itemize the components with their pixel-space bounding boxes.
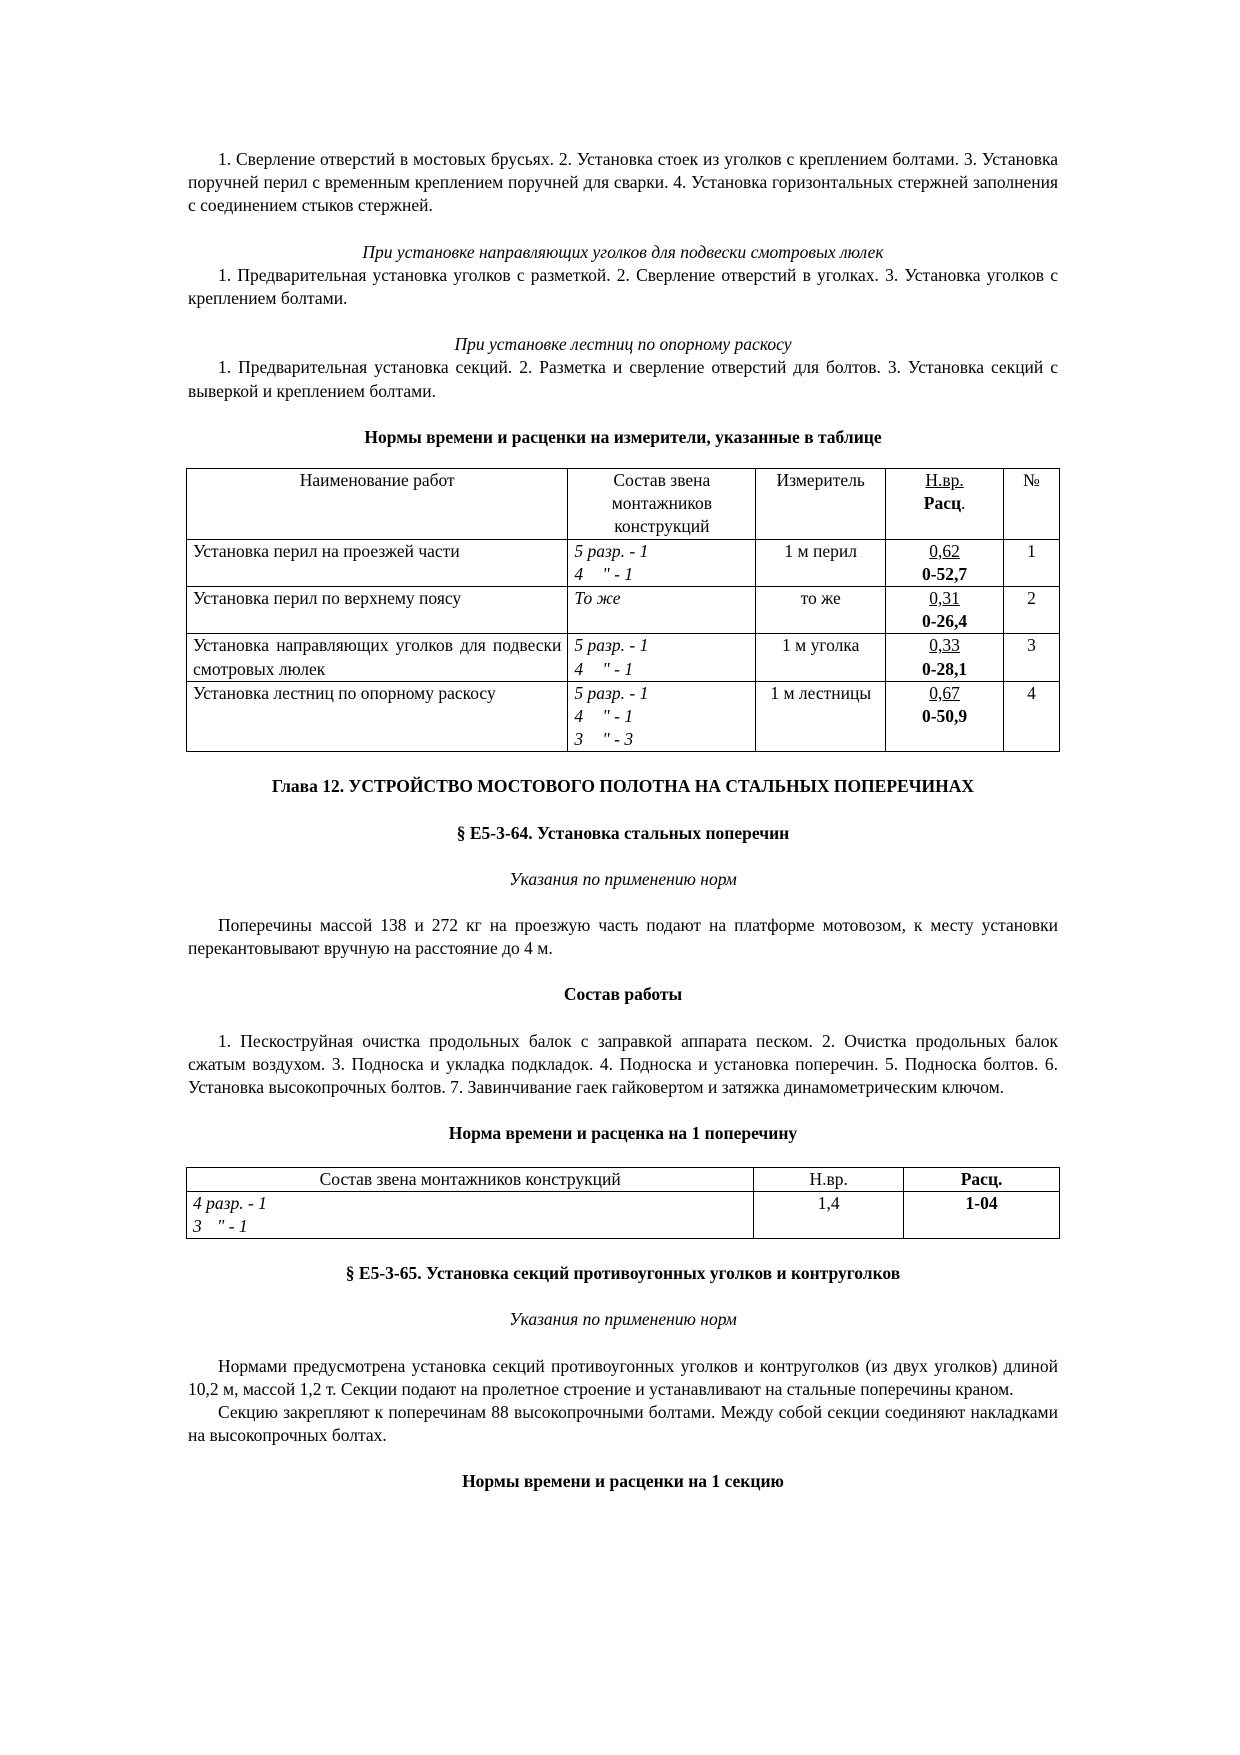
row-name: Установка перил по верхнему поясу	[187, 587, 568, 634]
row-crew: 5 разр. - 1 4 " - 1	[568, 634, 756, 681]
row-name: Установка перил на проезжей части	[187, 539, 568, 586]
document-page	[188, 148, 1058, 1494]
row-unit: 1 м перил	[756, 539, 886, 586]
row-norm-rate: 0,31 0-26,4	[886, 587, 1004, 634]
work-composition-paragraph: 1. Сверление отверстий в мостовых брусьях. 2. Установка стоек из уголков с креплением болтами. 3. Установка поручней перил с временным креплением поручней для сварки. 4. Установка горизонтальных стержней заполнения с соединением стыков стержней.	[188, 149, 1058, 216]
header-norm: Н.вр.	[925, 470, 964, 491]
section-65-instructions-heading: Указания по применению норм	[509, 1309, 737, 1330]
row-crew: 5 разр. - 1 4 " - 1 3 " - 3	[568, 681, 756, 752]
guides-paragraph: 1. Предварительная установка уголков с разметкой. 2. Сверление отверстий в уголках. 3. Установка уголков с креплением болтами.	[188, 264, 1058, 309]
crossbar-norm-table	[186, 1167, 1060, 1240]
table-row	[187, 587, 1060, 634]
section-65-title: § Е5-3-65. Установка секций противоугонных уголков и контруголков	[345, 1263, 901, 1284]
row-crew: 5 разр. - 1 4 " - 1	[568, 539, 756, 586]
header-norm-rate: Н.вр. Расц.	[886, 469, 1004, 540]
table1-title: Нормы времени и расценки на измерители, указанные в таблице	[364, 426, 882, 447]
table-row	[187, 681, 1060, 752]
header-rate: Расц.	[904, 1167, 1060, 1191]
chapter-title: Глава 12. УСТРОЙСТВО МОСТОВОГО ПОЛОТНА НА СТАЛЬНЫХ ПОПЕРЕЧИНАХ	[271, 776, 975, 797]
row-name: Установка направляющих уголков для подвески смотровых люлек	[187, 634, 568, 681]
table-row	[187, 1191, 1060, 1238]
row-unit: то же	[756, 587, 886, 634]
norms-table	[186, 468, 1060, 752]
row-norm-rate: 0,67 0-50,9	[886, 681, 1004, 752]
subheading-guides: При установке направляющих уголков для подвески смотровых люлек	[362, 241, 884, 262]
row-num: 4	[1004, 681, 1060, 752]
row-norm-rate: 0,33 0-28,1	[886, 634, 1004, 681]
header-norm: Н.вр.	[754, 1167, 904, 1191]
section-64-instructions-heading: Указания по применению норм	[509, 868, 737, 889]
row-num: 1	[1004, 539, 1060, 586]
row-unit: 1 м уголка	[756, 634, 886, 681]
section-64-work-text: 1. Пескоструйная очистка продольных балок с заправкой аппарата песком. 2. Очистка продольных балок сжатым воздухом. 3. Подноска и укладка подкладок. 4. Подноска и установка поперечин. 5. Подноска болтов. 6. Установка высокопрочных болтов. 7. Завинчивание гаек гайковертом и затяжка динамометрическим ключом.	[188, 1030, 1058, 1098]
header-num: №	[1004, 469, 1060, 540]
header-crew: Состав звена монтажников конструкций	[187, 1167, 754, 1191]
table-header-row	[187, 1167, 1060, 1191]
section-64-work-title: Состав работы	[563, 984, 683, 1005]
section-64-text: Поперечины массой 138 и 272 кг на проезжую часть подают на платформе мотовозом, к месту установки перекантовывают вручную на расстояние до 4 м.	[188, 915, 1058, 959]
subheading-ladders: При установке лестниц по опорному раскосу	[454, 334, 792, 355]
row-norm: 1,4	[754, 1191, 904, 1238]
section-65-norm-title: Нормы времени и расценки на 1 секцию	[462, 1471, 784, 1492]
section-65-text-2: Секцию закрепляют к поперечинам 88 высокопрочными болтами. Между собой секции соединяют накладками на высокопрочных болтах.	[188, 1401, 1058, 1446]
header-unit: Измеритель	[756, 469, 886, 540]
row-rate: 1-04	[904, 1191, 1060, 1238]
row-name: Установка лестниц по опорному раскосу	[187, 681, 568, 752]
section-64-norm-title: Норма времени и расценка на 1 поперечину	[448, 1123, 798, 1144]
row-unit: 1 м лестницы	[756, 681, 886, 752]
header-name: Наименование работ	[187, 469, 568, 540]
table-row	[187, 634, 1060, 681]
table-row	[187, 539, 1060, 586]
header-crew: Состав звена монтажников конструкций	[568, 469, 756, 540]
section-64-title: § Е5-3-64. Установка стальных поперечин	[456, 822, 790, 843]
row-num: 2	[1004, 587, 1060, 634]
header-rate: Расц	[923, 493, 962, 514]
row-crew: 4 разр. - 1 3 " - 1	[187, 1191, 754, 1238]
row-crew: То же	[568, 587, 756, 634]
table-header-row	[187, 469, 1060, 540]
ladders-paragraph: 1. Предварительная установка секций. 2. Разметка и сверление отверстий для болтов. 3. Установка секций с выверкой и креплением болтами.	[188, 357, 1058, 401]
row-norm-rate: 0,62 0-52,7	[886, 539, 1004, 586]
section-65-text-1: Нормами предусмотрена установка секций противоугонных уголков и контруголков (из двух уголков) длиной 10,2 м, массой 1,2 т. Секции подают на пролетное строение и устанавливают на стальные поперечины краном.	[188, 1355, 1058, 1399]
row-num: 3	[1004, 634, 1060, 681]
